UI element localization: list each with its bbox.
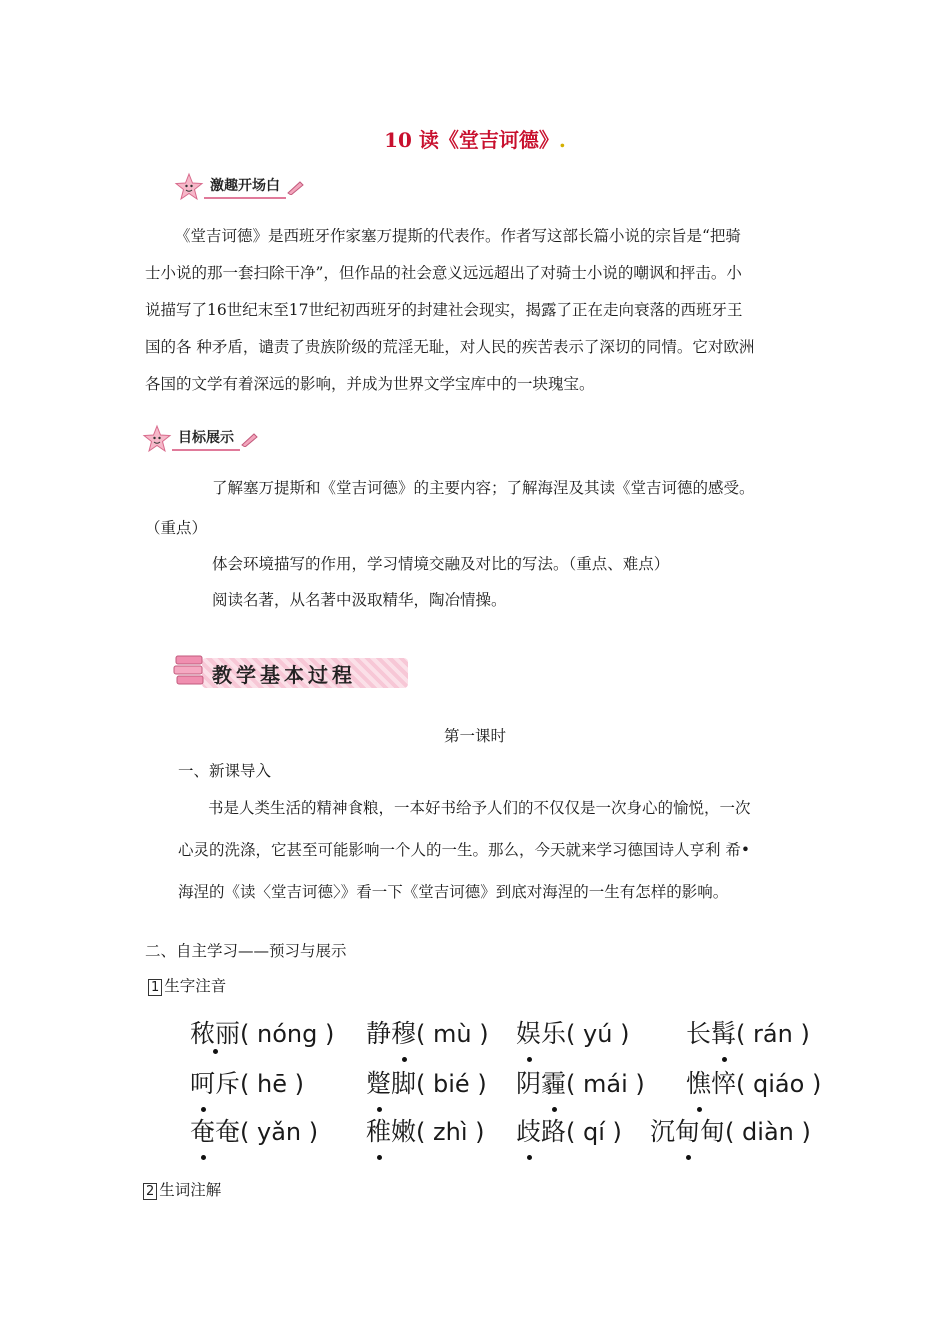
part-1-line: 心灵的洗涤，它甚至可能影响一个人的一生。那么，今天就来学习德国诗人亨利 希• xyxy=(178,841,751,859)
goal-1: 了解塞万提斯和《堂吉诃德》的主要内容；了解海涅及其读《堂吉诃德的感受。 xyxy=(212,479,755,497)
title-dot: . xyxy=(558,128,566,152)
star-icon xyxy=(142,424,172,454)
section-label-goals: 目标展示 xyxy=(172,427,240,451)
intro-line: 国的各 种矛盾，谴责了贵族阶级的荒淫无耻，对人民的疾苦表示了深切的同情。它对欧洲 xyxy=(145,338,755,356)
item-number: 2 xyxy=(143,1183,157,1200)
part-1-heading: 一、新课导入 xyxy=(178,762,272,780)
goal-2: 体会环境描写的作用，学习情境交融及对比的写法。（重点、难点） xyxy=(212,555,670,573)
vocab-entry: 稚嫩( zhì ) xyxy=(366,1112,485,1148)
item-label: 生词注解 xyxy=(159,1181,222,1199)
intro-line: 士小说的那一套扫除干净”，但作品的社会意义远远超出了对骑士小说的嘲讽和抨击。小 xyxy=(145,264,742,282)
books-icon xyxy=(172,648,210,692)
emphasis-char: 稚 xyxy=(366,1112,391,1148)
vocab-entry: 歧路( qí ) xyxy=(516,1112,622,1148)
period-heading: 第一课时 xyxy=(443,727,506,745)
emphasis-char: 憔 xyxy=(686,1064,711,1100)
banner-label: 教学基本过程 xyxy=(212,663,356,687)
emphasis-char: 髯 xyxy=(711,1014,736,1050)
emphasis-char: 甸 xyxy=(675,1112,700,1148)
vocab-entry: 娱乐( yú ) xyxy=(516,1014,629,1050)
pen-icon xyxy=(286,179,306,195)
emphasis-char: 蹩 xyxy=(366,1064,391,1100)
pen-icon xyxy=(240,431,260,447)
star-icon xyxy=(174,172,204,202)
intro-line: 说描写了16世纪末至17世纪初西班牙的封建社会现实，揭露了正在走向衰落的西班牙王 xyxy=(145,301,743,319)
vocab-entry: 奄奄( yǎn ) xyxy=(190,1112,318,1148)
goal-1-tag: （重点） xyxy=(145,519,208,537)
emphasis-char: 娱 xyxy=(516,1014,541,1050)
part-1-line: 海涅的《读〈堂吉诃德〉》看一下《堂吉诃德》到底对海涅的一生有怎样的影响。 xyxy=(178,883,729,901)
section-label-intro: 激趣开场白 xyxy=(204,175,286,199)
emphasis-char: 呵 xyxy=(190,1064,215,1100)
vocab-entry: 阴霾( mái ) xyxy=(516,1064,645,1100)
vocab-entry: 秾丽( nóng ) xyxy=(190,1019,335,1048)
item-1 xyxy=(148,968,226,1005)
item-2 xyxy=(143,1172,221,1209)
part-2-heading: 二、自主学习——预习与展示 xyxy=(145,942,347,960)
vocab-entry: 静穆( mù ) xyxy=(366,1014,489,1050)
item-label: 生字注音 xyxy=(164,977,227,995)
title-number: 10 xyxy=(384,128,412,152)
vocab-entry: 沉甸甸( diàn ) xyxy=(650,1112,811,1148)
intro-line: 《堂吉诃德》是西班牙作家塞万提斯的代表作。作者写这部长篇小说的宗旨是“把骑 xyxy=(175,227,741,245)
intro-line: 各国的文学有着深远的影响，并成为世界文学宝库中的一块瑰宝。 xyxy=(145,375,595,393)
emphasis-char: 歧 xyxy=(516,1112,541,1148)
vocab-entry: 呵斥( hē ) xyxy=(190,1064,304,1100)
emphasis-char: 奄 xyxy=(190,1112,215,1148)
vocab-entry: 憔悴( qiáo ) xyxy=(686,1064,821,1100)
item-number: 1 xyxy=(148,979,162,996)
title-text: 读《堂吉诃德》 xyxy=(418,128,559,152)
page-title xyxy=(0,124,950,153)
intro-paragraph xyxy=(145,218,825,403)
vocab-entry: 长髯( rán ) xyxy=(686,1014,810,1050)
process-banner xyxy=(172,648,408,692)
part-1-line: 书是人类生活的精神食粮，一本好书给予人们的不仅仅是一次身心的愉悦，一次 xyxy=(208,799,751,817)
section-badge-goals xyxy=(142,424,260,454)
section-badge-intro xyxy=(174,172,306,202)
vocab-entry: 蹩脚( bié ) xyxy=(366,1064,487,1100)
part-1-body xyxy=(178,790,818,911)
goal-3: 阅读名著，从名著中汲取精华，陶冶情操。 xyxy=(212,591,507,609)
emphasis-char: 霾 xyxy=(541,1064,566,1100)
emphasis-char: 穆 xyxy=(391,1014,416,1050)
